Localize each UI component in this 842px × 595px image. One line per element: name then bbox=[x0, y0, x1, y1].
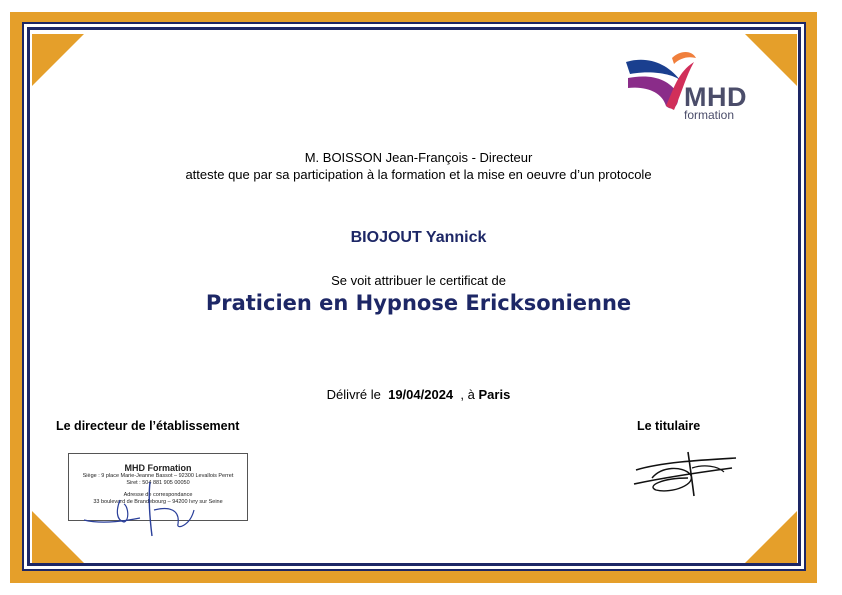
delivery-line bbox=[0, 387, 837, 402]
stamp-line-2: Siret : 504 881 905 00050 bbox=[126, 480, 190, 486]
logo-name: MHD bbox=[684, 82, 747, 112]
stamp-line-4: 33 boulevard de Brandebourg – 94200 Ivry sur Seine bbox=[93, 499, 223, 505]
director-signature-label: Le directeur de l’établissement bbox=[56, 419, 240, 433]
recipient-name: BIOJOUT Yannick bbox=[350, 229, 487, 246]
director-signature-icon bbox=[80, 470, 220, 540]
delivery-date: 19/04/2024 bbox=[388, 387, 454, 402]
stamp-line-1: Siège : 9 place Marie-Jeanne Bassot – 92300 Levallois Perret bbox=[82, 473, 234, 479]
holder-signature-icon bbox=[632, 448, 740, 500]
award-intro: Se voit attribuer le certificat de bbox=[331, 273, 506, 288]
stamp-line-3: Adresse de correspondance bbox=[123, 492, 193, 498]
logo-subtitle: formation bbox=[684, 108, 735, 122]
corner-ornament-top-right bbox=[745, 34, 797, 86]
corner-ornament-top-left bbox=[32, 34, 84, 86]
delivery-place: Paris bbox=[478, 387, 511, 402]
certificate-title: Praticien en Hypnose Ericksonienne bbox=[205, 291, 632, 315]
delivery-prefix: Délivré le bbox=[326, 387, 381, 402]
delivery-separator: , à bbox=[460, 387, 475, 402]
attestation-line-2: atteste que par sa participation à la formation et la mise en oeuvre d’un protocole bbox=[185, 167, 652, 182]
holder-signature-label: Le titulaire bbox=[637, 419, 701, 433]
stamp-title: MHD Formation bbox=[124, 463, 192, 473]
corner-ornament-bottom-right bbox=[745, 511, 797, 563]
attestation-line-1: M. BOISSON Jean-François - Directeur bbox=[304, 150, 533, 165]
